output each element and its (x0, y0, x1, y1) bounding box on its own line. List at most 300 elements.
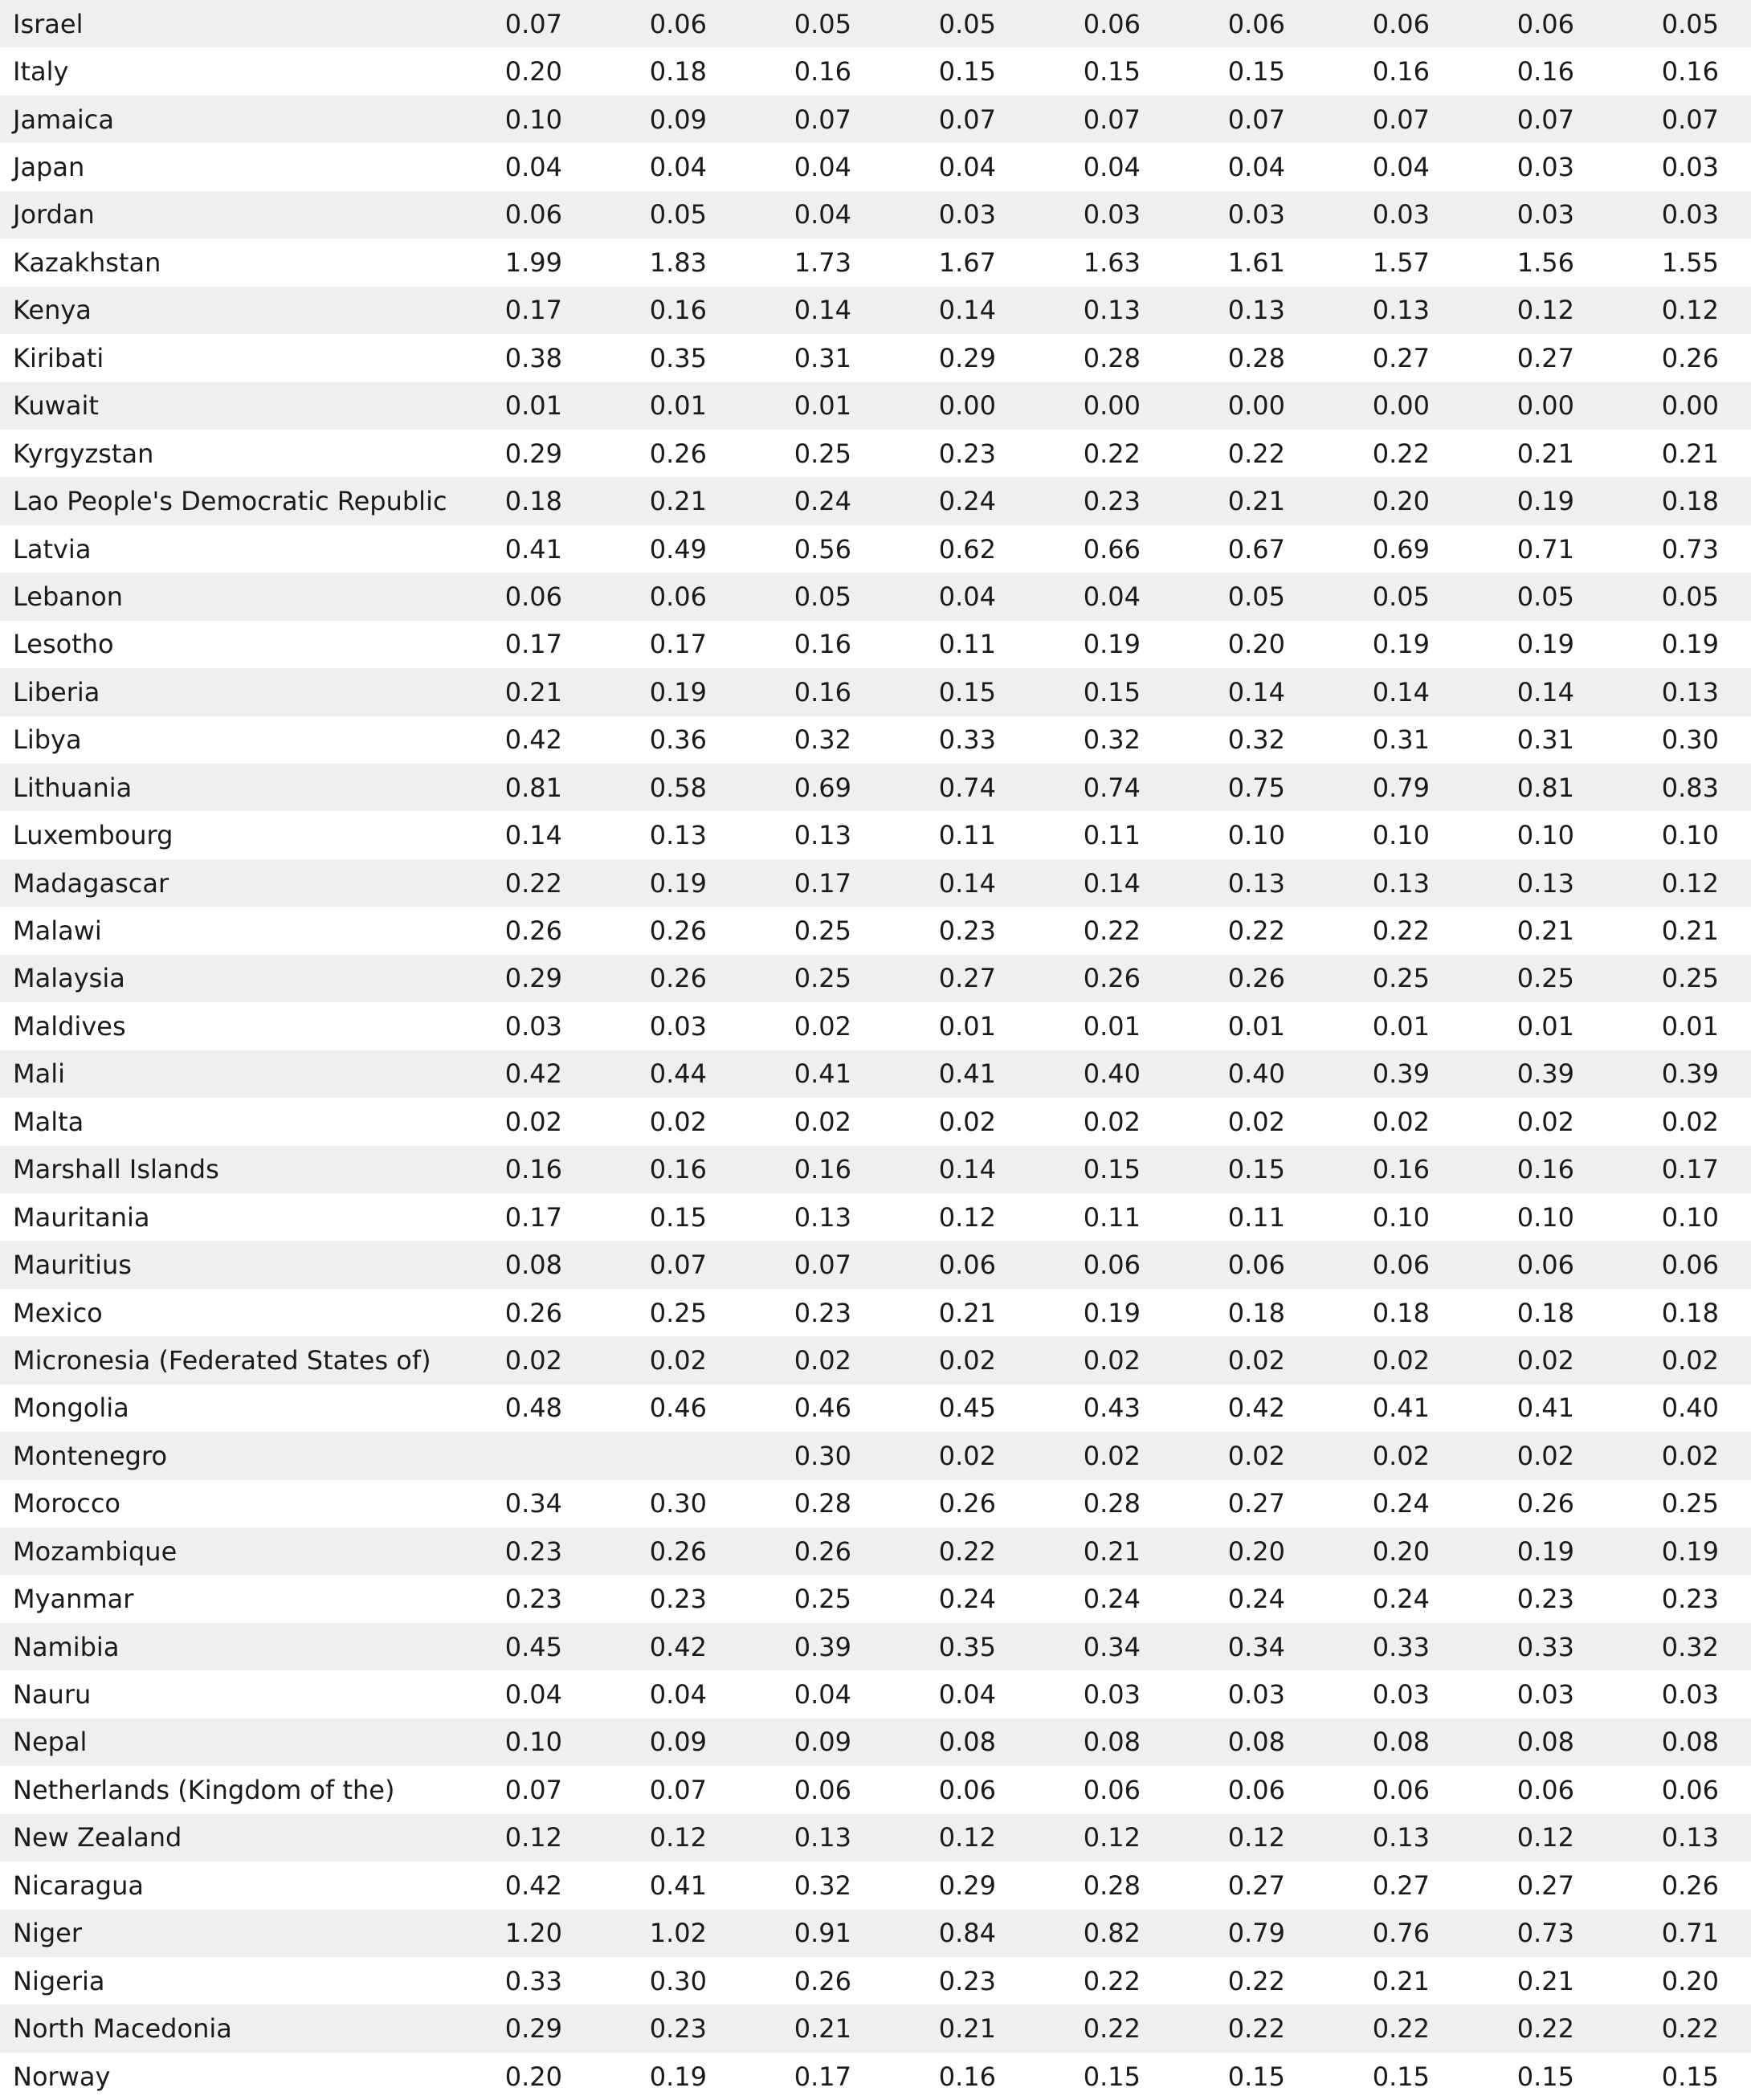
value-cell: 0.22 (1372, 438, 1430, 469)
country-cell: Israel (13, 8, 84, 39)
value-cell: 0.32 (794, 1870, 851, 1901)
value-cell: 0.30 (649, 1488, 707, 1519)
table-row (0, 1814, 1751, 1861)
value-cell: 0.07 (1516, 104, 1574, 135)
value-cell: 0.18 (504, 486, 562, 517)
value-cell: 0.32 (1227, 724, 1285, 756)
value-cell: 0.26 (649, 438, 707, 469)
value-cell: 0.41 (794, 1058, 851, 1090)
value-cell: 0.22 (504, 867, 562, 899)
value-cell: 0.06 (649, 581, 707, 612)
table-row (0, 1002, 1751, 1050)
value-cell: 0.00 (1083, 390, 1141, 422)
value-cell: 0.06 (1661, 1774, 1719, 1805)
value-cell: 0.42 (504, 1870, 562, 1901)
value-cell: 0.02 (504, 1106, 562, 1137)
table-row (0, 1575, 1751, 1622)
country-cell: Mauritania (13, 1201, 150, 1233)
value-cell: 0.07 (1227, 104, 1285, 135)
table-row (0, 1670, 1751, 1718)
country-cell: North Macedonia (13, 2013, 232, 2045)
value-cell: 0.21 (938, 2013, 996, 2045)
value-cell: 0.21 (794, 2013, 851, 2045)
value-cell: 0.71 (1661, 1918, 1719, 1949)
value-cell: 0.18 (649, 56, 707, 88)
value-cell: 0.03 (1227, 199, 1285, 230)
country-cell: Mongolia (13, 1393, 129, 1424)
value-cell: 0.03 (938, 199, 996, 230)
value-cell: 0.07 (794, 104, 851, 135)
value-cell: 0.06 (649, 8, 707, 39)
value-cell: 0.21 (1661, 915, 1719, 947)
value-cell: 0.15 (938, 676, 996, 707)
value-cell: 0.22 (1372, 2013, 1430, 2045)
table-row (0, 1289, 1751, 1336)
value-cell: 0.26 (1516, 1488, 1574, 1519)
value-cell: 1.73 (794, 247, 851, 278)
value-cell: 0.13 (1227, 867, 1285, 899)
value-cell: 0.16 (649, 1154, 707, 1185)
value-cell: 0.06 (1372, 8, 1430, 39)
value-cell: 0.24 (938, 1584, 996, 1615)
value-cell: 0.24 (1227, 1584, 1285, 1615)
value-cell: 0.19 (1516, 486, 1574, 517)
value-cell: 0.19 (649, 867, 707, 899)
value-cell: 0.06 (1372, 1774, 1430, 1805)
table-row (0, 1050, 1751, 1098)
value-cell: 0.20 (1372, 486, 1430, 517)
table-row (0, 1480, 1751, 1527)
value-cell: 0.26 (938, 1488, 996, 1519)
value-cell: 0.02 (1083, 1440, 1141, 1471)
value-cell: 0.17 (649, 629, 707, 660)
value-cell: 0.19 (1516, 1535, 1574, 1567)
value-cell: 0.03 (1083, 1679, 1141, 1711)
value-cell: 0.25 (794, 1584, 851, 1615)
value-cell: 0.22 (1083, 1965, 1141, 1996)
value-cell: 0.40 (1083, 1058, 1141, 1090)
value-cell: 0.16 (649, 295, 707, 326)
value-cell: 0.23 (504, 1584, 562, 1615)
value-cell: 1.99 (504, 247, 562, 278)
value-cell: 0.16 (1661, 56, 1719, 88)
country-cell: Mauritius (13, 1250, 132, 1281)
value-cell: 0.15 (1083, 2061, 1141, 2092)
value-cell: 0.05 (649, 199, 707, 230)
value-cell: 0.03 (1516, 1679, 1574, 1711)
value-cell: 0.10 (504, 1727, 562, 1758)
value-cell: 0.14 (938, 867, 996, 899)
value-cell: 0.12 (1516, 295, 1574, 326)
value-cell: 0.02 (1661, 1344, 1719, 1376)
value-cell: 0.09 (794, 1727, 851, 1758)
value-cell: 0.02 (794, 1010, 851, 1042)
value-cell: 0.16 (794, 629, 851, 660)
value-cell: 0.06 (504, 199, 562, 230)
value-cell: 0.05 (1661, 581, 1719, 612)
value-cell: 0.01 (504, 390, 562, 422)
value-cell: 0.83 (1661, 772, 1719, 803)
country-cell: Jordan (13, 199, 95, 230)
value-cell: 0.02 (1516, 1106, 1574, 1137)
table-row (0, 668, 1751, 716)
table-row (0, 1098, 1751, 1145)
value-cell: 0.11 (1083, 1201, 1141, 1233)
value-cell: 0.06 (504, 581, 562, 612)
value-cell: 0.19 (1661, 1535, 1719, 1567)
value-cell: 0.07 (1372, 104, 1430, 135)
value-cell: 0.07 (794, 1250, 851, 1281)
table-row (0, 0, 1751, 47)
value-cell: 0.04 (794, 199, 851, 230)
value-cell: 0.33 (504, 1965, 562, 1996)
table-row (0, 1623, 1751, 1670)
value-cell: 0.26 (1661, 342, 1719, 373)
value-cell: 0.13 (649, 820, 707, 851)
value-cell: 0.19 (1083, 1297, 1141, 1328)
value-cell: 0.17 (504, 629, 562, 660)
value-cell: 0.14 (938, 295, 996, 326)
value-cell: 0.04 (504, 152, 562, 183)
value-cell: 0.32 (1661, 1631, 1719, 1662)
value-cell: 0.15 (1083, 56, 1141, 88)
value-cell: 0.12 (504, 1822, 562, 1853)
value-cell: 0.15 (1661, 2061, 1719, 2092)
value-cell: 0.16 (1516, 1154, 1574, 1185)
value-cell: 0.19 (649, 2061, 707, 2092)
value-cell: 1.67 (938, 247, 996, 278)
value-cell: 0.24 (1372, 1488, 1430, 1519)
country-cell: Lesotho (13, 629, 114, 660)
value-cell: 0.10 (1227, 820, 1285, 851)
country-cell: Norway (13, 2061, 111, 2092)
value-cell: 0.34 (1083, 1631, 1141, 1662)
value-cell: 0.02 (1661, 1440, 1719, 1471)
value-cell: 0.75 (1227, 772, 1285, 803)
value-cell: 0.27 (1516, 1870, 1574, 1901)
value-cell: 0.07 (504, 1774, 562, 1805)
value-cell: 0.41 (504, 533, 562, 565)
value-cell: 0.04 (649, 1679, 707, 1711)
value-cell: 0.39 (1372, 1058, 1430, 1090)
value-cell: 1.83 (649, 247, 707, 278)
value-cell: 0.13 (1516, 867, 1574, 899)
country-cell: Kuwait (13, 390, 99, 422)
value-cell: 1.61 (1227, 247, 1285, 278)
value-cell: 0.23 (938, 438, 996, 469)
value-cell: 0.04 (649, 152, 707, 183)
value-cell: 0.24 (938, 486, 996, 517)
table-row (0, 1910, 1751, 1957)
value-cell: 0.04 (938, 1679, 996, 1711)
value-cell: 0.04 (1083, 581, 1141, 612)
value-cell: 0.11 (938, 820, 996, 851)
table-row (0, 382, 1751, 430)
value-cell: 0.22 (1227, 915, 1285, 947)
value-cell: 0.13 (1372, 295, 1430, 326)
value-cell: 0.06 (1227, 1250, 1285, 1281)
value-cell: 0.23 (1083, 486, 1141, 517)
country-cell: Latvia (13, 533, 92, 565)
value-cell: 0.01 (794, 390, 851, 422)
value-cell: 0.11 (1083, 820, 1141, 851)
value-cell: 0.00 (1372, 390, 1430, 422)
value-cell: 0.15 (649, 1201, 707, 1233)
value-cell: 0.15 (1083, 1154, 1141, 1185)
value-cell: 0.04 (938, 152, 996, 183)
value-cell: 0.14 (504, 820, 562, 851)
country-cell: Marshall Islands (13, 1154, 219, 1185)
country-cell: Maldives (13, 1010, 126, 1042)
value-cell: 0.26 (794, 1965, 851, 1996)
value-cell: 0.04 (1227, 152, 1285, 183)
value-cell: 0.07 (504, 8, 562, 39)
country-cell: Nicaragua (13, 1870, 144, 1901)
country-cell: Japan (13, 152, 85, 183)
country-cell: Netherlands (Kingdom of the) (13, 1774, 395, 1805)
value-cell: 0.16 (794, 56, 851, 88)
value-cell: 0.21 (1516, 1965, 1574, 1996)
value-cell: 0.58 (649, 772, 707, 803)
value-cell: 0.15 (938, 56, 996, 88)
value-cell: 0.73 (1516, 1918, 1574, 1949)
value-cell: 0.10 (504, 104, 562, 135)
value-cell: 0.41 (649, 1870, 707, 1901)
value-cell: 0.42 (649, 1631, 707, 1662)
value-cell: 0.16 (938, 2061, 996, 2092)
value-cell: 0.48 (504, 1393, 562, 1424)
value-cell: 0.01 (1661, 1010, 1719, 1042)
value-cell: 0.13 (1372, 867, 1430, 899)
value-cell: 1.20 (504, 1918, 562, 1949)
value-cell: 0.23 (649, 2013, 707, 2045)
value-cell: 0.26 (649, 1535, 707, 1567)
value-cell: 0.73 (1661, 533, 1719, 565)
value-cell: 0.62 (938, 533, 996, 565)
table-row (0, 2053, 1751, 2100)
value-cell: 0.39 (1516, 1058, 1574, 1090)
value-cell: 0.01 (649, 390, 707, 422)
value-cell: 0.12 (938, 1822, 996, 1853)
value-cell: 0.41 (1372, 1393, 1430, 1424)
value-cell: 0.34 (504, 1488, 562, 1519)
value-cell: 0.03 (1227, 1679, 1285, 1711)
value-cell: 0.42 (504, 724, 562, 756)
value-cell: 0.35 (649, 342, 707, 373)
value-cell: 0.27 (1227, 1870, 1285, 1901)
value-cell: 0.02 (1227, 1440, 1285, 1471)
value-cell: 0.02 (649, 1106, 707, 1137)
country-cell: Malaysia (13, 963, 125, 994)
value-cell: 0.07 (1661, 104, 1719, 135)
value-cell: 0.91 (794, 1918, 851, 1949)
country-cell: Mexico (13, 1297, 103, 1328)
value-cell: 0.01 (1516, 1010, 1574, 1042)
country-cell: Kiribati (13, 342, 104, 373)
value-cell: 0.02 (938, 1440, 996, 1471)
value-cell: 0.02 (504, 1344, 562, 1376)
value-cell: 0.25 (794, 963, 851, 994)
country-cell: Mali (13, 1058, 65, 1090)
value-cell: 0.19 (1372, 629, 1430, 660)
value-cell: 1.56 (1516, 247, 1574, 278)
value-cell: 0.21 (1516, 438, 1574, 469)
value-cell: 0.02 (1372, 1106, 1430, 1137)
country-cell: Libya (13, 724, 82, 756)
value-cell: 0.26 (1227, 963, 1285, 994)
value-cell: 0.28 (1083, 1488, 1141, 1519)
country-cell: Lebanon (13, 581, 124, 612)
value-cell: 0.40 (1661, 1393, 1719, 1424)
value-cell: 0.71 (1516, 533, 1574, 565)
table-row (0, 1766, 1751, 1813)
value-cell: 0.28 (1227, 342, 1285, 373)
value-cell: 0.44 (649, 1058, 707, 1090)
value-cell: 0.28 (794, 1488, 851, 1519)
value-cell: 0.05 (1227, 581, 1285, 612)
value-cell: 1.55 (1661, 247, 1719, 278)
value-cell: 0.22 (1083, 438, 1141, 469)
value-cell: 0.33 (1372, 1631, 1430, 1662)
value-cell: 0.30 (1661, 724, 1719, 756)
value-cell: 0.02 (1227, 1344, 1285, 1376)
country-cell: New Zealand (13, 1822, 182, 1853)
value-cell: 0.09 (649, 104, 707, 135)
value-cell: 0.06 (794, 1774, 851, 1805)
value-cell: 0.03 (649, 1010, 707, 1042)
value-cell: 0.06 (1516, 1250, 1574, 1281)
value-cell: 0.12 (938, 1201, 996, 1233)
country-cell: Kazakhstan (13, 247, 161, 278)
value-cell: 0.05 (1372, 581, 1430, 612)
value-cell: 0.27 (1227, 1488, 1285, 1519)
value-cell: 0.04 (504, 1679, 562, 1711)
value-cell: 0.23 (938, 1965, 996, 1996)
value-cell: 0.21 (938, 1297, 996, 1328)
value-cell: 0.07 (649, 1250, 707, 1281)
value-cell: 0.39 (794, 1631, 851, 1662)
value-cell: 0.08 (1516, 1727, 1574, 1758)
value-cell: 0.10 (1372, 820, 1430, 851)
value-cell: 1.57 (1372, 247, 1430, 278)
value-cell (450, 1432, 594, 1479)
value-cell: 0.06 (1516, 1774, 1574, 1805)
table-row (0, 1861, 1751, 1909)
value-cell: 0.19 (1661, 629, 1719, 660)
country-cell: Nigeria (13, 1965, 105, 1996)
value-cell: 0.16 (1372, 1154, 1430, 1185)
country-cell: Italy (13, 56, 69, 88)
country-cell: Kenya (13, 295, 92, 326)
value-cell: 1.63 (1083, 247, 1141, 278)
table-row (0, 96, 1751, 143)
value-cell: 0.20 (504, 2061, 562, 2092)
value-cell: 0.18 (1661, 1297, 1719, 1328)
value-cell: 0.22 (1661, 2013, 1719, 2045)
value-cell: 0.08 (1661, 1727, 1719, 1758)
value-cell: 0.02 (938, 1344, 996, 1376)
value-cell: 0.00 (1227, 390, 1285, 422)
value-cell: 0.30 (649, 1965, 707, 1996)
value-cell: 0.17 (1661, 1154, 1719, 1185)
value-cell: 0.79 (1227, 1918, 1285, 1949)
value-cell: 0.46 (794, 1393, 851, 1424)
value-cell: 0.12 (1083, 1822, 1141, 1853)
value-cell: 0.25 (1661, 963, 1719, 994)
value-cell: 0.04 (1372, 152, 1430, 183)
value-cell: 0.81 (1516, 772, 1574, 803)
value-cell: 0.21 (1083, 1535, 1141, 1567)
value-cell: 0.66 (1083, 533, 1141, 565)
value-cell: 0.18 (1227, 1297, 1285, 1328)
table-row (0, 1384, 1751, 1432)
value-cell: 0.26 (1083, 963, 1141, 994)
country-cell: Morocco (13, 1488, 120, 1519)
value-cell: 0.39 (1661, 1058, 1719, 1090)
value-cell: 0.28 (1083, 1870, 1141, 1901)
value-cell: 0.06 (1516, 8, 1574, 39)
value-cell: 0.23 (938, 915, 996, 947)
value-cell: 0.43 (1083, 1393, 1141, 1424)
table-row (0, 191, 1751, 239)
value-cell: 0.20 (504, 56, 562, 88)
value-cell: 0.15 (1227, 56, 1285, 88)
value-cell: 0.27 (938, 963, 996, 994)
value-cell: 0.19 (1083, 629, 1141, 660)
value-cell: 0.05 (1516, 581, 1574, 612)
country-cell: Malta (13, 1106, 84, 1137)
value-cell: 0.06 (1227, 1774, 1285, 1805)
value-cell: 0.21 (504, 676, 562, 707)
value-cell: 0.22 (1227, 1965, 1285, 1996)
value-cell: 0.18 (1372, 1297, 1430, 1328)
value-cell: 0.20 (1661, 1965, 1719, 1996)
value-cell: 0.13 (1372, 1822, 1430, 1853)
value-cell: 0.25 (794, 438, 851, 469)
value-cell: 0.10 (1661, 1201, 1719, 1233)
value-cell: 0.22 (1083, 915, 1141, 947)
value-cell: 0.02 (794, 1106, 851, 1137)
value-cell: 0.25 (794, 915, 851, 947)
value-cell: 0.05 (794, 8, 851, 39)
value-cell: 0.84 (938, 1918, 996, 1949)
table-row (0, 621, 1751, 668)
value-cell: 0.02 (1516, 1344, 1574, 1376)
table-row (0, 1527, 1751, 1575)
value-cell: 0.22 (1227, 438, 1285, 469)
value-cell: 0.14 (1372, 676, 1430, 707)
country-cell: Kyrgyzstan (13, 438, 154, 469)
value-cell: 0.18 (1516, 1297, 1574, 1328)
value-cell: 0.26 (504, 1297, 562, 1328)
value-cell: 0.02 (1661, 1106, 1719, 1137)
value-cell: 0.12 (649, 1822, 707, 1853)
value-cell: 0.18 (1661, 486, 1719, 517)
value-cell: 0.20 (1227, 629, 1285, 660)
value-cell: 0.32 (794, 724, 851, 756)
value-cell: 0.27 (1516, 342, 1574, 373)
value-cell: 0.22 (1516, 2013, 1574, 2045)
value-cell: 0.21 (1661, 438, 1719, 469)
value-cell: 0.74 (938, 772, 996, 803)
table-row (0, 955, 1751, 1002)
value-cell: 0.10 (1661, 820, 1719, 851)
table-row (0, 1241, 1751, 1288)
value-cell: 0.24 (1372, 1584, 1430, 1615)
value-cell: 0.01 (1083, 1010, 1141, 1042)
value-cell: 0.05 (938, 8, 996, 39)
value-cell: 0.25 (1661, 1488, 1719, 1519)
